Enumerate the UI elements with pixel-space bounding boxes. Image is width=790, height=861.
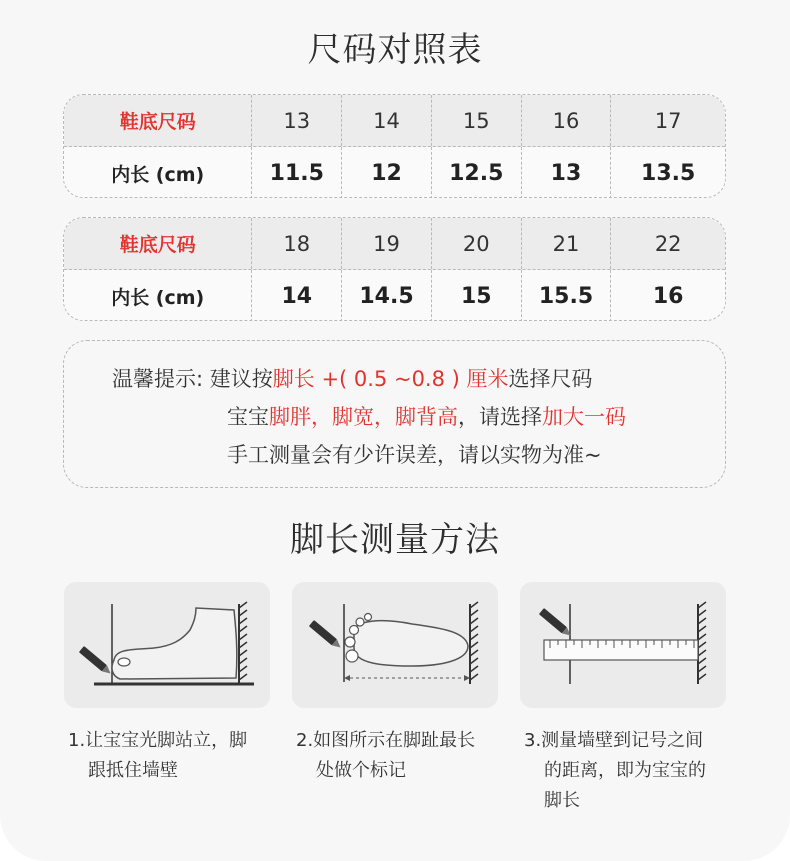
- tip-highlight: 脚胖，脚宽，脚背高: [269, 405, 458, 429]
- tip-line-1: [112, 363, 593, 393]
- table-row-lengths: [64, 270, 725, 321]
- step-3-text: [524, 726, 734, 816]
- tip-line-2: [227, 401, 626, 431]
- foot-side-icon: [112, 608, 237, 679]
- size-cell: 21: [521, 218, 611, 269]
- length-cell: 11.5: [251, 147, 341, 198]
- table-row-sizes: [64, 218, 725, 270]
- step-2-text: [296, 726, 506, 786]
- wall-icon: [470, 602, 478, 684]
- ruler-icon: [544, 640, 698, 660]
- length-cell: 15: [431, 270, 521, 321]
- step-1-illustration: [64, 582, 270, 708]
- tip-text: 宝宝: [227, 405, 269, 429]
- tip-text: ，请选择: [458, 405, 542, 429]
- length-cell: 14: [251, 270, 341, 321]
- row-label-sole-size: 鞋底尺码: [119, 234, 196, 256]
- step-2-illustration: [292, 582, 498, 708]
- size-cell: 15: [431, 95, 521, 146]
- step-2-line-1: 2.如图所示在脚趾最长: [296, 730, 476, 751]
- size-table-2: [63, 217, 726, 321]
- step-1-line-2: 跟抵住墙壁: [88, 760, 178, 781]
- size-cell: 13: [251, 95, 341, 146]
- wall-icon: [239, 602, 247, 684]
- tip-text: 选择尺码: [508, 367, 593, 391]
- size-cell: 14: [341, 95, 431, 146]
- length-cell: 16: [610, 270, 725, 321]
- step-2-line-2: 处做个标记: [316, 760, 406, 781]
- step-3-line-1: 3.测量墙壁到记号之间: [524, 730, 704, 751]
- size-cell: 20: [431, 218, 521, 269]
- length-cell: 12: [341, 147, 431, 198]
- table-row-lengths: [64, 147, 725, 198]
- pencil-icon: [309, 620, 343, 651]
- length-cell: 13: [521, 147, 611, 198]
- table-row-sizes: [64, 95, 725, 147]
- tip-prefix: 温馨提示:: [112, 367, 210, 391]
- method-title: 脚长测量方法: [290, 520, 500, 560]
- step-3-line-3: 脚长: [544, 790, 580, 811]
- size-cell: 17: [610, 95, 725, 146]
- length-cell: 12.5: [431, 147, 521, 198]
- foot-top-icon: [354, 621, 468, 666]
- row-label-inner-length: 内长 (cm): [111, 163, 205, 186]
- pencil-icon: [79, 646, 113, 677]
- size-chart-title: 尺码对照表: [307, 30, 483, 70]
- step-1-text: [68, 726, 278, 786]
- size-cell: 18: [251, 218, 341, 269]
- size-cell: 22: [610, 218, 725, 269]
- tip-highlight: 脚长 +( 0.5 ~0.8 ) 厘米: [272, 367, 509, 391]
- length-cell: 14.5: [341, 270, 431, 321]
- row-label-inner-length: 内长 (cm): [111, 286, 205, 309]
- size-cell: 16: [521, 95, 611, 146]
- size-cell: 19: [341, 218, 431, 269]
- wall-icon: [698, 602, 706, 684]
- tip-box: [63, 340, 726, 488]
- step-3-line-2: 的距离，即为宝宝的: [544, 760, 706, 781]
- step-3-illustration: [520, 582, 726, 708]
- pencil-icon: [539, 608, 573, 639]
- row-label-sole-size: 鞋底尺码: [119, 111, 196, 133]
- length-cell: 13.5: [610, 147, 725, 198]
- length-cell: 15.5: [521, 270, 611, 321]
- tip-line-3: 手工测量会有少许误差，请以实物为准~: [227, 443, 602, 467]
- tip-text: 建议按: [209, 367, 273, 391]
- step-1-line-1: 1.让宝宝光脚站立，脚: [68, 730, 248, 751]
- size-table-1: [63, 94, 726, 198]
- tip-highlight: 加大一码: [542, 405, 626, 429]
